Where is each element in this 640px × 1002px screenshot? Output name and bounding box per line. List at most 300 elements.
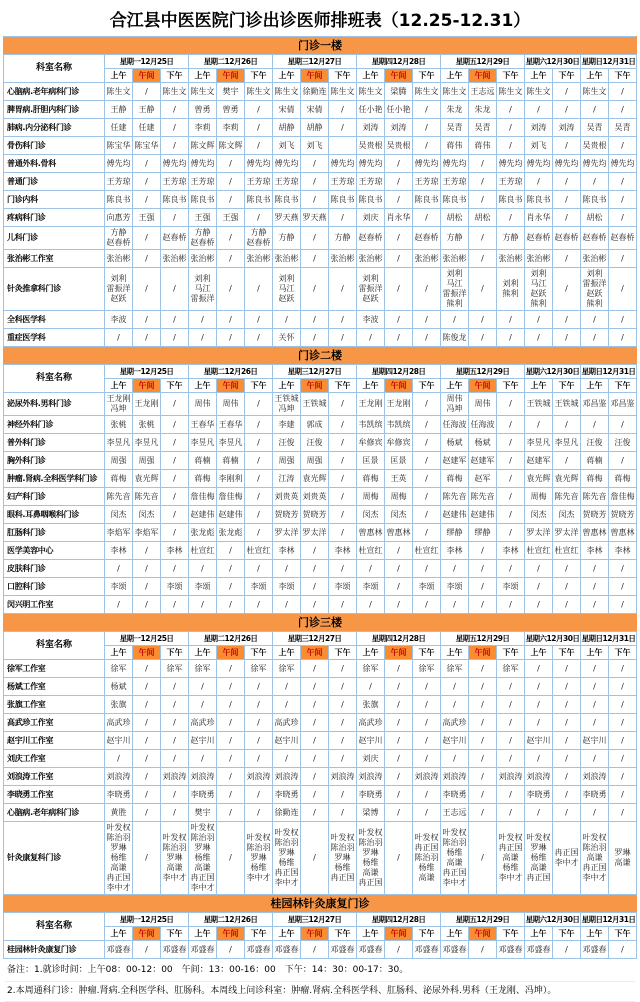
schedule-cell: 刘贵英: [273, 488, 301, 506]
schedule-cell: 叶发权 陈治羽 罗琳 杨维 高谦 冉正国 李中才: [189, 822, 217, 895]
schedule-cell: /: [301, 329, 329, 347]
schedule-cell: 赵建伟: [441, 506, 469, 524]
day-header-6: 星期六12月30日: [525, 913, 581, 927]
schedule-cell: /: [413, 596, 441, 614]
schedule-cell: /: [329, 416, 357, 434]
schedule-cell: /: [161, 488, 189, 506]
schedule-cell: 陈宝华: [133, 137, 161, 155]
schedule-cell: /: [469, 311, 497, 329]
schedule-row: [4, 101, 637, 119]
schedule-cell: /: [245, 311, 273, 329]
schedule-cell: 刘浪涛: [105, 768, 133, 786]
schedule-cell: 邓昌鉴: [581, 393, 609, 416]
schedule-cell: /: [525, 804, 553, 822]
day-header-row: [4, 913, 637, 927]
schedule-cell: 王志远: [469, 83, 497, 101]
time-slot-header: 下午: [329, 646, 357, 660]
schedule-cell: 李晓勇: [525, 786, 553, 804]
dept-name-cell: 闵兴明工作室: [4, 596, 105, 614]
schedule-cell: 刘浪涛: [525, 768, 553, 786]
schedule-cell: /: [161, 209, 189, 227]
schedule-cell: 李颂: [161, 578, 189, 596]
dept-name-cell: 赵宇川工作室: [4, 732, 105, 750]
schedule-cell: 赵宇川: [441, 732, 469, 750]
schedule-cell: 刘浪涛: [581, 768, 609, 786]
schedule-cell: /: [385, 822, 413, 895]
schedule-cell: 方静 赵春桥: [189, 227, 217, 250]
schedule-cell: 闵杰: [385, 506, 413, 524]
schedule-cell: /: [245, 209, 273, 227]
schedule-cell: 刘庆: [357, 209, 385, 227]
schedule-cell: 汪俊: [581, 434, 609, 452]
schedule-cell: /: [217, 786, 245, 804]
schedule-cell: 刘利 马江 赵跃: [273, 268, 301, 311]
schedule-cell: 罗太洋: [553, 524, 581, 542]
schedule-cell: /: [525, 416, 553, 434]
schedule-cell: /: [581, 560, 609, 578]
schedule-cell: 邓盛春: [189, 941, 217, 959]
schedule-cell: /: [217, 804, 245, 822]
schedule-cell: /: [329, 596, 357, 614]
dept-name-cell: 胸外科门诊: [4, 452, 105, 470]
dept-name-cell: 医学美容中心: [4, 542, 105, 560]
schedule-row: [4, 750, 637, 768]
schedule-cell: 陈文辉: [189, 137, 217, 155]
schedule-row: [4, 416, 637, 434]
schedule-cell: 李昱凡: [189, 434, 217, 452]
schedule-cell: /: [413, 137, 441, 155]
time-slot-header: 午间: [217, 646, 245, 660]
schedule-cell: 王龙刚: [357, 393, 385, 416]
schedule-cell: /: [329, 714, 357, 732]
schedule-cell: /: [245, 732, 273, 750]
time-slot-header: 下午: [497, 927, 525, 941]
schedule-cell: /: [609, 416, 637, 434]
schedule-cell: 刘利 熊利: [497, 268, 525, 311]
schedule-cell: 李颂: [189, 578, 217, 596]
schedule-cell: 曾惠林: [581, 524, 609, 542]
dept-name-cell: 儿科门诊: [4, 227, 105, 250]
schedule-cell: 陈良书: [245, 191, 273, 209]
schedule-cell: /: [525, 750, 553, 768]
schedule-cell: /: [357, 560, 385, 578]
schedule-cell: 刘涛: [525, 119, 553, 137]
schedule-cell: 李林: [441, 542, 469, 560]
schedule-cell: /: [609, 578, 637, 596]
schedule-row: [4, 470, 637, 488]
schedule-cell: 叶发权 陈治羽 罗琳 杨维 高谦 冉正国 李中才: [105, 822, 133, 895]
schedule-cell: /: [553, 268, 581, 311]
schedule-cell: 徐勤连: [273, 804, 301, 822]
day-header-1: 星期一12月25日: [105, 365, 189, 379]
schedule-cell: /: [553, 732, 581, 750]
schedule-cell: /: [413, 434, 441, 452]
schedule-cell: 张治彬: [525, 250, 553, 268]
schedule-cell: /: [469, 155, 497, 173]
schedule-cell: 王芳琼: [273, 173, 301, 191]
section-header-2: 门诊二楼: [4, 347, 637, 365]
schedule-cell: 陈先音: [553, 488, 581, 506]
schedule-cell: 刘飞: [525, 137, 553, 155]
schedule-cell: /: [553, 137, 581, 155]
time-slot-header: 午间: [469, 927, 497, 941]
schedule-cell: 王英: [385, 470, 413, 488]
schedule-cell: /: [385, 250, 413, 268]
schedule-cell: /: [217, 542, 245, 560]
schedule-cell: /: [497, 393, 525, 416]
schedule-cell: 赵建军: [469, 452, 497, 470]
schedule-cell: /: [497, 452, 525, 470]
time-slot-header: 午间: [217, 379, 245, 393]
schedule-cell: 张治彬: [189, 250, 217, 268]
time-slot-header: 上午: [441, 379, 469, 393]
schedule-cell: /: [525, 596, 553, 614]
schedule-cell: /: [189, 750, 217, 768]
schedule-cell: 韦凯缤: [385, 416, 413, 434]
schedule-cell: 陈生文: [273, 83, 301, 101]
schedule-cell: 邓盛春: [105, 941, 133, 959]
schedule-cell: 高武珍: [273, 714, 301, 732]
schedule-cell: /: [329, 506, 357, 524]
schedule-cell: /: [189, 329, 217, 347]
time-slot-header: 上午: [581, 69, 609, 83]
schedule-cell: /: [329, 311, 357, 329]
schedule-cell: /: [329, 750, 357, 768]
schedule-cell: /: [301, 732, 329, 750]
schedule-cell: 杜宣红: [413, 542, 441, 560]
schedule-cell: /: [609, 329, 637, 347]
schedule-cell: /: [385, 768, 413, 786]
day-header-1: 星期一12月25日: [105, 913, 189, 927]
schedule-cell: 吴青: [609, 119, 637, 137]
schedule-cell: 赵建伟: [217, 506, 245, 524]
schedule-cell: 赵春桥: [553, 227, 581, 250]
schedule-cell: /: [581, 750, 609, 768]
schedule-cell: 陈良书: [413, 191, 441, 209]
time-slot-header: 下午: [413, 69, 441, 83]
schedule-cell: /: [609, 452, 637, 470]
dept-name-cell: 全科医学科: [4, 311, 105, 329]
schedule-cell: 周伟: [189, 393, 217, 416]
schedule-cell: 方静: [497, 227, 525, 250]
schedule-cell: 王芳琼: [189, 173, 217, 191]
schedule-cell: /: [329, 470, 357, 488]
schedule-cell: /: [301, 227, 329, 250]
schedule-cell: 李焰军: [133, 524, 161, 542]
schedule-cell: 周梅: [357, 488, 385, 506]
schedule-row: [4, 155, 637, 173]
schedule-cell: 王春华: [189, 416, 217, 434]
day-header-5: 星期五12月29日: [441, 365, 525, 379]
schedule-cell: /: [245, 786, 273, 804]
schedule-cell: /: [133, 714, 161, 732]
day-header-row: [4, 55, 637, 69]
schedule-cell: /: [581, 311, 609, 329]
schedule-cell: 刘庆: [357, 750, 385, 768]
time-slot-header: 上午: [189, 379, 217, 393]
schedule-cell: /: [469, 191, 497, 209]
schedule-cell: /: [217, 329, 245, 347]
day-header-3: 星期三12月27日: [273, 365, 357, 379]
dept-name-header: 科室名称: [4, 55, 105, 83]
schedule-cell: 徐军: [105, 660, 133, 678]
schedule-row: [4, 714, 637, 732]
schedule-cell: 陈生文: [357, 83, 385, 101]
schedule-cell: 陈生文: [441, 83, 469, 101]
time-slot-header: 下午: [245, 927, 273, 941]
schedule-cell: /: [413, 560, 441, 578]
schedule-cell: /: [133, 578, 161, 596]
schedule-cell: /: [161, 524, 189, 542]
schedule-cell: 张旗: [357, 696, 385, 714]
schedule-cell: /: [441, 311, 469, 329]
schedule-cell: /: [217, 768, 245, 786]
schedule-cell: 周伟 冯坤: [441, 393, 469, 416]
schedule-cell: /: [609, 191, 637, 209]
time-slot-header: 午间: [385, 379, 413, 393]
schedule-cell: /: [161, 714, 189, 732]
schedule-cell: 王铁城 冯坤: [273, 393, 301, 416]
section-bar-row: [4, 37, 637, 55]
schedule-cell: /: [161, 696, 189, 714]
schedule-cell: /: [301, 268, 329, 311]
schedule-cell: /: [245, 470, 273, 488]
schedule-cell: 王龙刚: [385, 393, 413, 416]
schedule-cell: /: [581, 714, 609, 732]
schedule-cell: /: [189, 596, 217, 614]
schedule-cell: 杨斌: [469, 434, 497, 452]
schedule-cell: 詹佳梅: [217, 488, 245, 506]
schedule-cell: 赵春桥: [525, 227, 553, 250]
time-slot-header: 午间: [469, 379, 497, 393]
schedule-cell: 罗太洋: [301, 524, 329, 542]
schedule-cell: 叶发权 陈治羽 罗琳 杨维 李中才: [245, 822, 273, 895]
schedule-cell: 傅先均: [441, 155, 469, 173]
time-slot-header: 午间: [133, 646, 161, 660]
schedule-cell: 王芳琼: [161, 173, 189, 191]
schedule-cell: /: [105, 750, 133, 768]
schedule-cell: 高武珍: [357, 714, 385, 732]
schedule-cell: /: [525, 696, 553, 714]
schedule-cell: 邓盛春: [497, 941, 525, 959]
section-bar-row: [4, 614, 637, 632]
schedule-cell: 徐军: [273, 660, 301, 678]
day-header-5: 星期五12月29日: [441, 632, 525, 646]
schedule-cell: 刘涛: [385, 119, 413, 137]
schedule-cell: 方静: [329, 227, 357, 250]
schedule-cell: 闵杰: [525, 506, 553, 524]
schedule-cell: /: [245, 137, 273, 155]
time-slot-header: 上午: [525, 646, 553, 660]
schedule-cell: /: [525, 173, 553, 191]
schedule-cell: 陈良书: [357, 191, 385, 209]
time-slot-header: 午间: [385, 927, 413, 941]
section-bar-row: [4, 895, 637, 913]
schedule-cell: 王春华: [217, 416, 245, 434]
time-slot-header: 午间: [217, 69, 245, 83]
time-slot-header: 下午: [609, 69, 637, 83]
schedule-cell: /: [441, 596, 469, 614]
schedule-cell: /: [217, 660, 245, 678]
dept-name-header: 科室名称: [4, 913, 105, 941]
schedule-cell: 贺晓芳: [301, 506, 329, 524]
schedule-cell: /: [329, 660, 357, 678]
schedule-cell: 罗太洋: [525, 524, 553, 542]
day-header-7: 星期日12月31日: [581, 632, 637, 646]
schedule-cell: 任建: [105, 119, 133, 137]
schedule-cell: /: [245, 329, 273, 347]
schedule-cell: 傅先均: [581, 155, 609, 173]
schedule-cell: 王铁城: [525, 393, 553, 416]
schedule-cell: /: [553, 804, 581, 822]
day-header-4: 星期四12月28日: [357, 632, 441, 646]
schedule-cell: 陈良书: [525, 191, 553, 209]
schedule-cell: /: [553, 941, 581, 959]
schedule-cell: /: [553, 578, 581, 596]
schedule-cell: 邓盛春: [525, 941, 553, 959]
schedule-cell: /: [161, 786, 189, 804]
schedule-cell: /: [273, 560, 301, 578]
schedule-cell: 张治彬: [161, 250, 189, 268]
schedule-cell: /: [133, 786, 161, 804]
schedule-cell: /: [497, 696, 525, 714]
schedule-cell: /: [133, 678, 161, 696]
schedule-cell: /: [497, 209, 525, 227]
schedule-cell: 陈先音: [441, 488, 469, 506]
schedule-cell: 刘利 雷振洋 赵跃: [357, 268, 385, 311]
schedule-cell: 李林: [273, 542, 301, 560]
schedule-cell: 李晓勇: [273, 786, 301, 804]
schedule-cell: /: [385, 941, 413, 959]
schedule-cell: 徐军: [189, 660, 217, 678]
schedule-cell: 张桃: [105, 416, 133, 434]
schedule-cell: /: [301, 696, 329, 714]
schedule-cell: 刘利 马江 雷振洋: [189, 268, 217, 311]
time-slot-header: 下午: [413, 379, 441, 393]
time-slot-header: 上午: [273, 379, 301, 393]
time-slot-header: 下午: [329, 379, 357, 393]
schedule-cell: 贺晓芳: [581, 506, 609, 524]
schedule-cell: 傅先均: [105, 155, 133, 173]
schedule-row: [4, 804, 637, 822]
schedule-cell: /: [469, 542, 497, 560]
schedule-cell: /: [329, 786, 357, 804]
schedule-cell: 傅先均: [161, 155, 189, 173]
schedule-row: [4, 209, 637, 227]
schedule-cell: 张治彬: [581, 250, 609, 268]
dept-name-cell: 神经外科门诊: [4, 416, 105, 434]
schedule-cell: 赵春桥: [357, 227, 385, 250]
schedule-cell: /: [133, 227, 161, 250]
schedule-cell: /: [553, 191, 581, 209]
schedule-cell: /: [161, 452, 189, 470]
day-header-1: 星期一12月25日: [105, 632, 189, 646]
schedule-cell: 陈先音: [469, 488, 497, 506]
schedule-cell: 周梅: [525, 488, 553, 506]
schedule-cell: /: [161, 119, 189, 137]
schedule-cell: 刘浪涛: [413, 768, 441, 786]
schedule-cell: /: [301, 714, 329, 732]
schedule-cell: /: [413, 506, 441, 524]
schedule-cell: 曾惠林: [385, 524, 413, 542]
time-slot-header: 下午: [413, 646, 441, 660]
schedule-cell: 徐军: [413, 660, 441, 678]
schedule-cell: /: [245, 434, 273, 452]
schedule-cell: /: [105, 596, 133, 614]
schedule-cell: /: [273, 596, 301, 614]
schedule-cell: /: [609, 101, 637, 119]
schedule-cell: /: [245, 596, 273, 614]
schedule-cell: 向惠芳: [105, 209, 133, 227]
schedule-cell: /: [413, 696, 441, 714]
dept-name-cell: 普通门诊: [4, 173, 105, 191]
schedule-cell: /: [161, 678, 189, 696]
schedule-cell: 任海波: [469, 416, 497, 434]
schedule-cell: /: [301, 560, 329, 578]
schedule-cell: 王志远: [441, 804, 469, 822]
schedule-cell: 曾勇: [189, 101, 217, 119]
schedule-cell: /: [553, 416, 581, 434]
schedule-cell: 贺晓芳: [609, 506, 637, 524]
schedule-cell: /: [133, 83, 161, 101]
schedule-cell: /: [385, 268, 413, 311]
schedule-cell: /: [497, 434, 525, 452]
schedule-cell: 吴贵根: [581, 137, 609, 155]
schedule-cell: /: [133, 173, 161, 191]
day-header-4: 星期四12月28日: [357, 365, 441, 379]
schedule-cell: /: [497, 311, 525, 329]
time-slot-header: 下午: [609, 646, 637, 660]
schedule-cell: 徐军: [441, 660, 469, 678]
schedule-cell: /: [413, 714, 441, 732]
schedule-cell: 李林: [581, 542, 609, 560]
schedule-cell: 邓盛春: [413, 941, 441, 959]
schedule-cell: /: [357, 678, 385, 696]
schedule-cell: 徐军: [357, 660, 385, 678]
schedule-cell: /: [385, 191, 413, 209]
schedule-cell: 陈良书: [497, 191, 525, 209]
time-slot-header: 下午: [413, 927, 441, 941]
schedule-cell: /: [161, 750, 189, 768]
schedule-cell: /: [161, 560, 189, 578]
schedule-cell: /: [133, 660, 161, 678]
schedule-cell: 蒋梅: [105, 470, 133, 488]
schedule-cell: /: [273, 311, 301, 329]
schedule-row: [4, 786, 637, 804]
schedule-cell: /: [413, 524, 441, 542]
schedule-row: [4, 137, 637, 155]
schedule-cell: /: [245, 804, 273, 822]
schedule-cell: /: [161, 732, 189, 750]
schedule-cell: 蒋楠: [189, 452, 217, 470]
schedule-cell: /: [217, 227, 245, 250]
dept-name-cell: 骨伤科门诊: [4, 137, 105, 155]
schedule-cell: /: [161, 804, 189, 822]
dept-name-cell: 门诊内科: [4, 191, 105, 209]
schedule-cell: 王芳琼: [245, 173, 273, 191]
schedule-cell: 杨斌: [105, 678, 133, 696]
schedule-cell: 李刚利: [217, 470, 245, 488]
time-slot-header: 上午: [441, 69, 469, 83]
schedule-cell: 赵宇川: [357, 732, 385, 750]
schedule-cell: 方静 赵春桥: [105, 227, 133, 250]
schedule-cell: /: [161, 137, 189, 155]
day-header-4: 星期四12月28日: [357, 913, 441, 927]
schedule-row: [4, 268, 637, 311]
schedule-cell: /: [497, 732, 525, 750]
schedule-cell: /: [553, 452, 581, 470]
schedule-cell: 杜宣红: [525, 542, 553, 560]
